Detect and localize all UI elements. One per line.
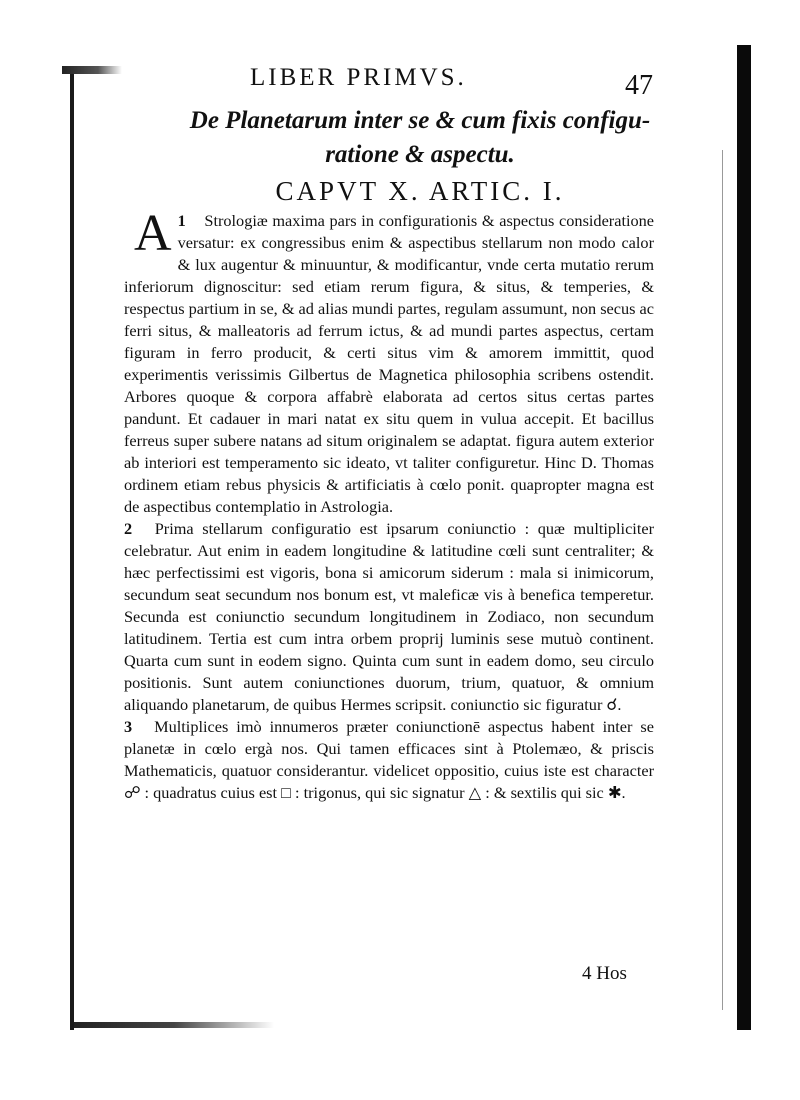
- catchword: 4 Hos: [582, 963, 627, 984]
- paragraph-3: [124, 716, 654, 804]
- chapter-title-line-1: De Planetarum inter se & cum fixis configu-: [189, 107, 651, 134]
- paragraph-text: Multiplices imò innumeros præter coniunctionē aspectus habent inter se planetæ in cœlo ergà nos. Qui tamen efficaces sint à Ptolemæo, & priscis Mathematicis, quatuor considerantur. videlicet oppositio, cuius iste est character ☍ : quadratus cuius est □ : trigonus, qui sic signatur △ : & sextilis qui sic ✱.: [124, 717, 654, 802]
- paragraph-2: [124, 518, 654, 716]
- page-smudge: [62, 66, 122, 74]
- paragraph-text: Prima stellarum configuratio est ipsarum coniunctio : quæ multipliciter celebratur. Aut enim in eadem longitudine & latitudine cœli sunt centraliter; & hæc perfectissimi est vigoris, bona si amicorum siderum : mala si inimicorum, secundum seat secundum nos bonum est, vt maleficæ vis à benefica temperetur. Secunda est coniunctio secundum longitudinem in Zodiaco, non secundum latitudinem. Tertia est cum intra orbem proprij luminis sese mutuò continent. Quarta cum sunt in eodem signo. Quinta cum sunt in eadem domo, seu circulo positionis. Sunt autem coniunctiones duorum, trium, quatuor, & omnium aliquando planetarum, de quibus Hermes scripsit. coniunctio sic figuratur ☌.: [124, 519, 654, 714]
- binding-shadow: [737, 45, 751, 1030]
- chapter-heading: CAPVT X. ARTIC. I.: [275, 176, 565, 206]
- paragraph-text: Strologiæ maxima pars in configurationis & aspectus consideratione versatur: ex congressibus enim & aspectibus stellarum non modo calor & lux augentur & minuuntur, & modificantur, vnde certa mutatio rerum inferiorum dignoscitur: sed etiam rerum figura, & situs, & temperies, & respectus partium in se, & ad alias mundi partes, regulam assumunt, non secus ac ferri situs, & malleatoris ad ferrum ictus, & ad mundi partes aspectus, certam figuram in ferro producit, & certi situs vim & amorem immittit, quod experimentis verissimis Gilbertus de Magnetica philosophia scribens ostendit. Arbores quoque & corpora affabrè elaborata ad certos situs certas partes pandunt. Et cadauer in mari natat ex situ quem in vulua accepit. Et bacillus ferreus super subere natans ad situm originalem se adaptat. figura autem exterior ab interiori est temperamento sic ideato, vt taliter configuretur. Hinc D. Thomas ordinem etiam rebus physicis & artificiatis à cœlo ponit. quapropter magna est de aspectibus contemplatio in Astrologia.: [124, 211, 654, 516]
- paragraph-1: [124, 205, 654, 518]
- running-head: LIBER PRIMVS.: [250, 64, 467, 91]
- drop-cap: A: [134, 205, 172, 262]
- chapter-title: [130, 104, 710, 172]
- body-text: [124, 205, 654, 804]
- paragraph-number: 3: [124, 717, 133, 736]
- binding-line: [722, 150, 723, 1010]
- paragraph-number: 1: [177, 211, 186, 230]
- page-bottom-edge: [74, 1022, 274, 1028]
- chapter-title-line-2: ratione & aspectu.: [325, 141, 515, 168]
- paragraph-number: 2: [124, 519, 133, 538]
- page-left-edge: [70, 70, 74, 1030]
- page-number: 47: [625, 70, 653, 101]
